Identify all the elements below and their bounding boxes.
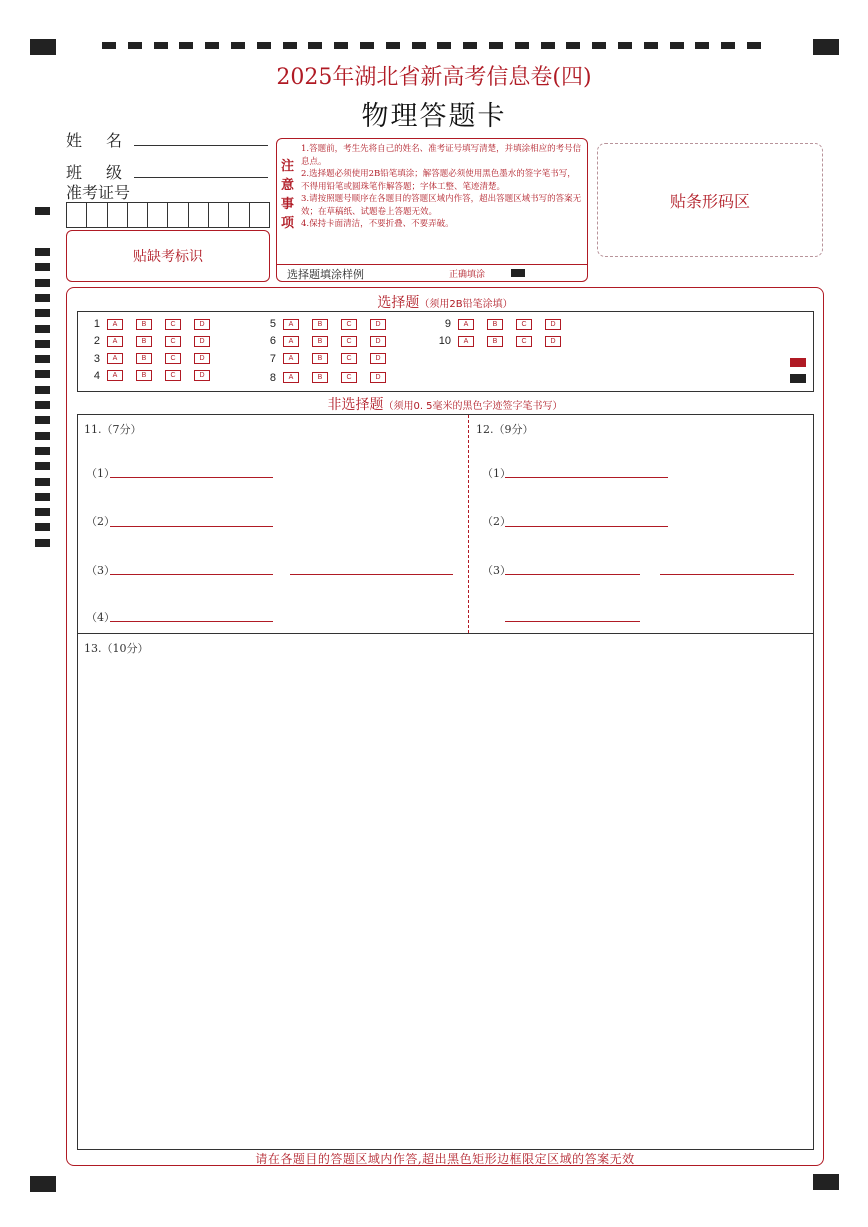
timing-mark bbox=[179, 42, 193, 49]
timing-mark bbox=[35, 386, 50, 394]
option-bubble-d[interactable]: D bbox=[194, 336, 210, 347]
name-label: 姓 名 bbox=[66, 131, 127, 150]
option-bubble-c[interactable]: C bbox=[341, 319, 357, 330]
card-title: 物理答题卡 bbox=[361, 101, 507, 132]
option-bubble-b[interactable]: B bbox=[312, 336, 328, 347]
choice-title: 选择题 bbox=[377, 295, 420, 311]
timing-mark bbox=[308, 42, 322, 49]
choice-question-10 bbox=[433, 335, 574, 347]
timing-mark bbox=[35, 263, 50, 271]
correct-fill-sample bbox=[511, 269, 525, 277]
sample-label: 选择题填涂样例 bbox=[287, 268, 364, 281]
option-bubble-d[interactable]: D bbox=[194, 319, 210, 330]
choice-question-8 bbox=[258, 372, 399, 384]
timing-mark bbox=[670, 42, 684, 49]
timing-mark bbox=[35, 309, 50, 317]
barcode-area: 贴条形码区 bbox=[597, 143, 823, 257]
correct-fill-label: 正确填涂 bbox=[449, 270, 486, 280]
timing-mark bbox=[360, 42, 374, 49]
q12-answer-4[interactable] bbox=[505, 621, 640, 622]
nonchoice-note: （须用0. 5毫米的黑色字迹签字笔书写） bbox=[383, 401, 563, 412]
timing-mark bbox=[35, 432, 50, 440]
absent-sticker-area: 贴缺考标识 bbox=[66, 230, 270, 282]
question-number: 8 bbox=[269, 371, 276, 384]
timing-mark bbox=[566, 42, 580, 49]
q13-label: 13.（10分） bbox=[84, 642, 149, 655]
option-bubble-a[interactable]: A bbox=[283, 319, 299, 330]
option-bubble-d[interactable]: D bbox=[370, 336, 386, 347]
choice-question-7 bbox=[258, 353, 399, 365]
timing-mark bbox=[386, 42, 400, 49]
timing-mark bbox=[592, 42, 606, 49]
option-bubble-b[interactable]: B bbox=[136, 319, 152, 330]
timing-mark bbox=[35, 355, 50, 363]
timing-mark bbox=[541, 42, 555, 49]
option-bubble-c[interactable]: C bbox=[341, 353, 357, 364]
option-bubble-d[interactable]: D bbox=[194, 353, 210, 364]
notice-item: 2.选择题必须使用2B铅笔填涂；解答题必须使用黑色墨水的签字笔书写，不得用铅笔或圆珠笔作解答题；字体工整、笔迹清楚。 bbox=[301, 169, 576, 192]
timing-mark bbox=[437, 42, 451, 49]
nonchoice-title: 非选择题 bbox=[327, 397, 384, 413]
option-bubble-c[interactable]: C bbox=[165, 319, 181, 330]
option-bubble-c[interactable]: C bbox=[165, 336, 181, 347]
option-bubble-d[interactable]: D bbox=[370, 353, 386, 364]
question-number: 9 bbox=[444, 318, 451, 330]
option-bubble-a[interactable]: A bbox=[107, 370, 123, 381]
q11-sub-1: （1） bbox=[86, 467, 115, 480]
q12-sub-1: （1） bbox=[482, 467, 511, 480]
notice-box bbox=[276, 138, 588, 282]
nonchoice-section-title bbox=[66, 394, 824, 414]
choice-section-title bbox=[66, 292, 824, 312]
column-divider bbox=[468, 415, 469, 633]
option-bubble-a[interactable]: A bbox=[458, 319, 474, 330]
timing-mark bbox=[35, 523, 50, 531]
option-bubble-c[interactable]: C bbox=[341, 372, 357, 383]
choice-question-9 bbox=[433, 318, 574, 330]
notice-item: 4.保持卡面清洁，不要折叠、不要弄破。 bbox=[301, 219, 454, 229]
exam-id-label: 准考证号 bbox=[66, 183, 131, 202]
corner-mark-top-left bbox=[30, 39, 56, 55]
option-bubble-b[interactable]: B bbox=[312, 372, 328, 383]
question-number: 5 bbox=[269, 318, 276, 330]
q12-label: 12.（9分） bbox=[476, 423, 534, 436]
q11-answer-1[interactable] bbox=[110, 477, 273, 478]
timing-mark bbox=[205, 42, 219, 49]
q11-answer-3a[interactable] bbox=[110, 574, 273, 575]
q12-sub-2: （2） bbox=[482, 515, 511, 528]
timing-mark bbox=[35, 340, 50, 348]
choice-question-6 bbox=[258, 335, 399, 347]
timing-mark bbox=[35, 493, 50, 501]
option-bubble-b[interactable]: B bbox=[136, 336, 152, 347]
option-bubble-a[interactable]: A bbox=[283, 336, 299, 347]
timing-mark bbox=[35, 447, 50, 455]
choice-question-5 bbox=[258, 318, 399, 330]
option-bubble-a[interactable]: A bbox=[107, 353, 123, 364]
option-bubble-d[interactable]: D bbox=[545, 319, 561, 330]
option-bubble-c[interactable]: C bbox=[165, 353, 181, 364]
timing-mark bbox=[35, 401, 50, 409]
q11-sub-3: （3） bbox=[86, 564, 115, 577]
option-bubble-c[interactable]: C bbox=[341, 336, 357, 347]
timing-mark bbox=[644, 42, 658, 49]
timing-mark bbox=[154, 42, 168, 49]
question-number: 1 bbox=[93, 318, 100, 330]
timing-mark-red bbox=[790, 358, 806, 367]
option-bubble-d[interactable]: D bbox=[194, 370, 210, 381]
option-bubble-b[interactable]: B bbox=[136, 353, 152, 364]
timing-mark bbox=[35, 325, 50, 333]
option-bubble-a[interactable]: A bbox=[458, 336, 474, 347]
timing-mark bbox=[35, 416, 50, 424]
option-bubble-a[interactable]: A bbox=[283, 372, 299, 383]
timing-mark-black bbox=[790, 374, 806, 383]
q12-answer-3a[interactable] bbox=[505, 574, 640, 575]
option-bubble-b[interactable]: B bbox=[136, 370, 152, 381]
timing-mark bbox=[35, 248, 50, 256]
option-bubble-c[interactable]: C bbox=[516, 319, 532, 330]
timing-mark bbox=[257, 42, 271, 49]
timing-mark bbox=[515, 42, 529, 49]
timing-mark bbox=[231, 42, 245, 49]
class-field[interactable] bbox=[134, 177, 268, 178]
timing-mark bbox=[35, 294, 50, 302]
timing-mark bbox=[35, 207, 50, 215]
choice-question-4 bbox=[82, 370, 223, 382]
choice-note: （须用2B铅笔涂填） bbox=[419, 299, 513, 310]
timing-mark bbox=[128, 42, 142, 49]
q11-sub-4: （4） bbox=[86, 611, 115, 624]
option-bubble-b[interactable]: B bbox=[487, 319, 503, 330]
timing-mark bbox=[463, 42, 477, 49]
question-number: 10 bbox=[438, 335, 451, 348]
option-bubble-b[interactable]: B bbox=[312, 353, 328, 364]
q11-answer-2[interactable] bbox=[110, 526, 273, 527]
option-bubble-c[interactable]: C bbox=[516, 336, 532, 347]
option-bubble-d[interactable]: D bbox=[370, 319, 386, 330]
option-bubble-d[interactable]: D bbox=[545, 336, 561, 347]
name-field[interactable] bbox=[134, 145, 268, 146]
question-number: 4 bbox=[93, 369, 100, 382]
option-bubble-b[interactable]: B bbox=[487, 336, 503, 347]
notice-side-label: 注意事项 bbox=[281, 159, 295, 231]
q12-sub-3: （3） bbox=[482, 564, 511, 577]
q11-sub-2: （2） bbox=[86, 515, 115, 528]
footer-warning: 请在各题目的答题区域内作答,超出黑色矩形边框限定区域的答案无效 bbox=[255, 1152, 635, 1166]
exam-id-grid[interactable] bbox=[66, 202, 270, 228]
timing-mark bbox=[721, 42, 735, 49]
timing-mark bbox=[489, 42, 503, 49]
choice-answer-box bbox=[77, 311, 814, 392]
question-number: 7 bbox=[269, 352, 276, 365]
option-bubble-a[interactable]: A bbox=[107, 336, 123, 347]
q12-answer-3b[interactable] bbox=[660, 574, 794, 575]
timing-mark bbox=[35, 478, 50, 486]
question-number: 3 bbox=[93, 352, 100, 365]
q11-answer-3b[interactable] bbox=[290, 574, 453, 575]
timing-mark bbox=[283, 42, 297, 49]
timing-mark bbox=[695, 42, 709, 49]
timing-mark bbox=[412, 42, 426, 49]
option-bubble-a[interactable]: A bbox=[283, 353, 299, 364]
timing-mark bbox=[35, 370, 50, 378]
option-bubble-c[interactable]: C bbox=[165, 370, 181, 381]
timing-mark bbox=[334, 42, 348, 49]
timing-mark bbox=[35, 462, 50, 470]
option-bubble-a[interactable]: A bbox=[107, 319, 123, 330]
notice-item: 1.答题前，考生先将自己的姓名、准考证号填写清楚，并填涂相应的考号信息点。 bbox=[301, 144, 582, 167]
nonchoice-answer-box bbox=[77, 414, 814, 1150]
choice-question-1 bbox=[82, 318, 223, 330]
q12-answer-2[interactable] bbox=[505, 526, 668, 527]
question-number: 2 bbox=[93, 335, 100, 348]
q11-answer-4[interactable] bbox=[110, 621, 273, 622]
corner-mark-bottom-right bbox=[813, 1174, 839, 1190]
notice-item: 3.请按照题号顺序在各题目的答题区域内作答，超出答题区域书写的答案无效；在草稿纸、试题卷上答题无效。 bbox=[301, 194, 582, 217]
corner-mark-top-right bbox=[813, 39, 839, 55]
class-label: 班 级 bbox=[66, 163, 127, 182]
exam-title: 2025年湖北省新高考信息卷(四) bbox=[276, 65, 592, 90]
option-bubble-b[interactable]: B bbox=[312, 319, 328, 330]
corner-mark-bottom-left bbox=[30, 1176, 56, 1192]
timing-mark bbox=[747, 42, 761, 49]
q12-answer-1[interactable] bbox=[505, 477, 668, 478]
question-number: 6 bbox=[269, 335, 276, 348]
q11-label: 11.（7分） bbox=[84, 423, 142, 436]
timing-mark bbox=[102, 42, 116, 49]
choice-question-3 bbox=[82, 353, 223, 365]
timing-mark bbox=[35, 279, 50, 287]
timing-mark bbox=[618, 42, 632, 49]
timing-mark bbox=[35, 539, 50, 547]
row-divider bbox=[78, 633, 813, 634]
timing-mark bbox=[35, 508, 50, 516]
choice-question-2 bbox=[82, 335, 223, 347]
option-bubble-d[interactable]: D bbox=[370, 372, 386, 383]
